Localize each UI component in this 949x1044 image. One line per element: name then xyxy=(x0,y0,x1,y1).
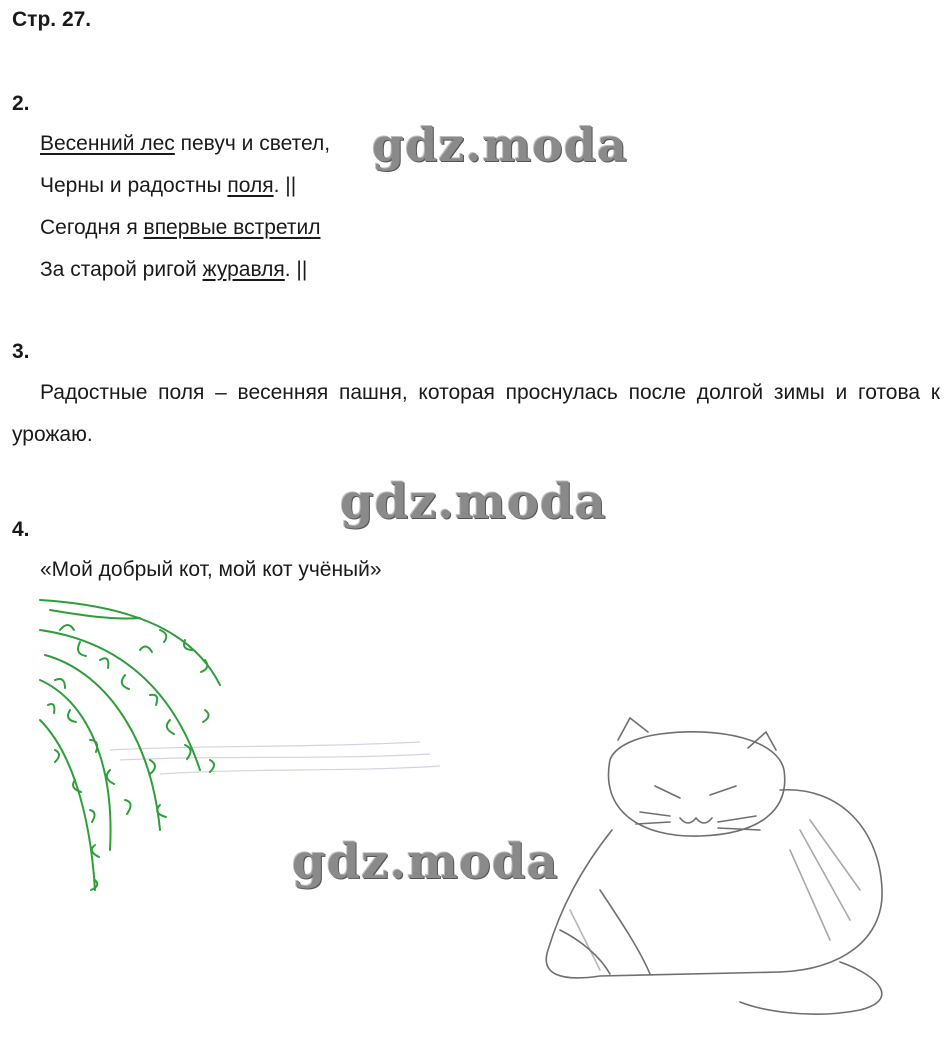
cat-icon xyxy=(546,718,882,1014)
poem-line-1 xyxy=(40,132,330,156)
poem-line-3 xyxy=(40,216,320,240)
illustration-drawing xyxy=(0,590,949,1044)
task-4-caption: «Мой добрый кот, мой кот учёный» xyxy=(40,558,382,581)
watermark-1: gdz.moda xyxy=(372,118,628,172)
poem-line-3-start: Сегодня я xyxy=(40,216,144,239)
poem-line-1-rest: певуч и светел, xyxy=(174,132,331,155)
poem-line-3-predicate: впервые встретил xyxy=(143,216,321,239)
poem-line-2-start: Черны и радостны xyxy=(40,174,228,197)
task-2-number: 2. xyxy=(12,92,30,115)
poem-line-4-start: За старой ригой xyxy=(40,258,203,281)
watermark-2: gdz.moda xyxy=(340,474,607,530)
poem-line-2 xyxy=(40,174,296,198)
poem-line-4-end: . || xyxy=(284,258,308,281)
background-scribbles xyxy=(110,742,440,774)
task-3-answer: Радостные поля – весенняя пашня, которая проснулась после долгой зимы и готова к урожаю. xyxy=(12,381,940,446)
willow-branches-icon xyxy=(40,600,220,890)
task-3-number: 3. xyxy=(12,340,30,363)
poem-line-4-object: журавля xyxy=(202,258,285,281)
poem-line-1-subject: Весенний лес xyxy=(40,132,175,155)
watermark-3: gdz.moda xyxy=(292,834,559,890)
task-4-number: 4. xyxy=(12,518,30,541)
poem-line-2-end: . || xyxy=(273,174,297,197)
poem-line-2-subject: поля xyxy=(227,174,274,197)
poem-line-4 xyxy=(40,258,307,282)
page-title: Стр. 27. xyxy=(12,8,92,31)
